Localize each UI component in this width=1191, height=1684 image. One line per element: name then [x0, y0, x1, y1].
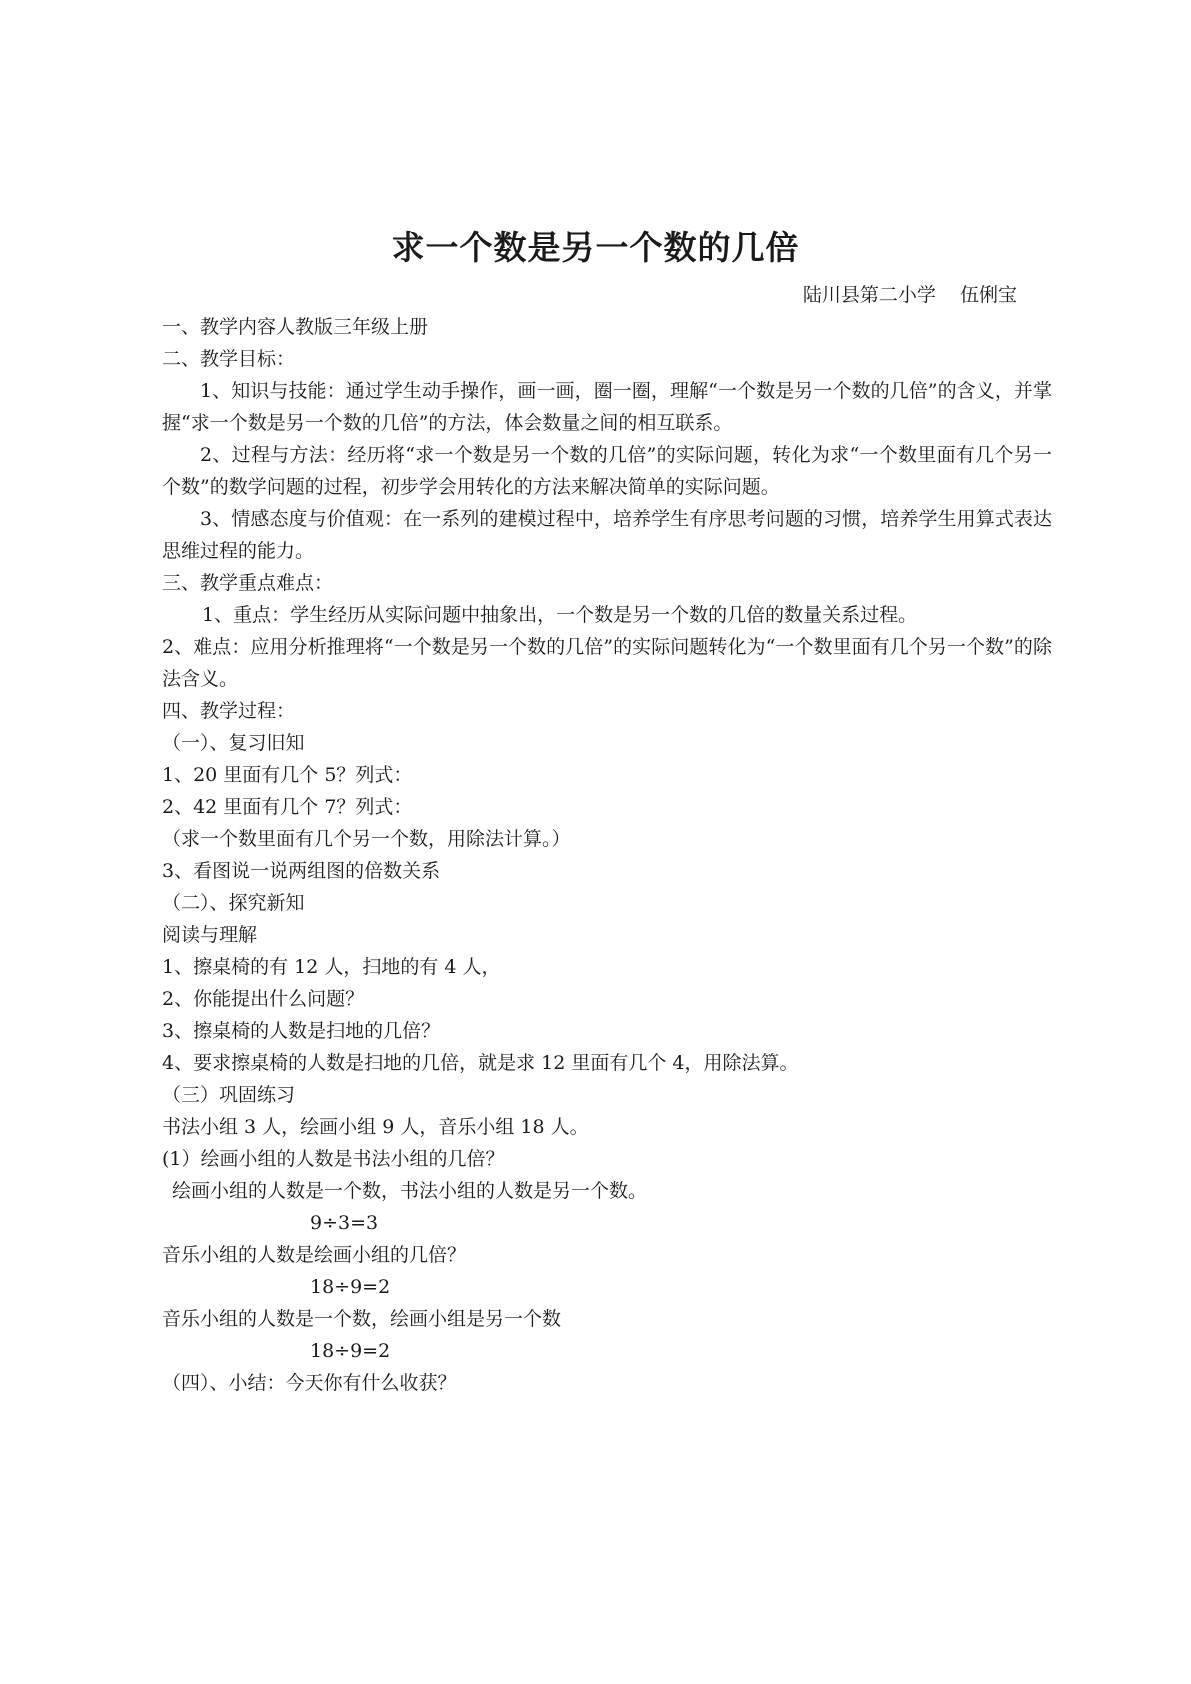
- section-heading: 四、教学过程：: [162, 700, 296, 722]
- document-body: [162, 311, 1052, 1399]
- text-line: 绘画小组的人数是一个数，书法小组的人数是另一个数。: [172, 1180, 648, 1202]
- equation: 18÷9=2: [310, 1276, 391, 1298]
- text-line: 1、重点：学生经历从实际问题中抽象出，一个数是另一个数的几倍的数量关系过程。: [202, 604, 918, 626]
- author-line: 陆川县第二小学 伍俐宝: [802, 284, 1017, 306]
- text-line: 1、20 里面有几个 5？列式：: [162, 764, 413, 786]
- text-line: 书法小组 3 人，绘画小组 9 人，音乐小组 18 人。: [162, 1116, 589, 1138]
- section-heading: 一、教学内容人教版三年级上册: [162, 316, 429, 338]
- text-line: （求一个数里面有几个另一个数，用除法计算。）: [162, 828, 571, 850]
- subsection-heading: （二）、探究新知: [162, 892, 305, 914]
- section-heading: 二、教学目标：: [162, 348, 296, 370]
- paragraph: 3、情感态度与价值观：在一系列的建模过程中，培养学生有序思考问题的习惯，培养学生用算式表达思维过程的能力。: [162, 508, 1052, 562]
- paragraph: 2、难点：应用分析推理将“一个数是另一个数的几倍”的实际问题转化为“一个数里面有几个另一个数”的除法含义。: [162, 636, 1052, 690]
- text-line: 音乐小组的人数是一个数，绘画小组是另一个数: [162, 1308, 562, 1330]
- text-line: (1）绘画小组的人数是书法小组的几倍？: [162, 1148, 505, 1170]
- text-line: 1、擦桌椅的有 12 人，扫地的有 4 人，: [162, 956, 501, 978]
- text-line: 音乐小组的人数是绘画小组的几倍？: [162, 1244, 467, 1266]
- equation: 18÷9=2: [310, 1340, 391, 1362]
- paragraph: 1、知识与技能：通过学生动手操作，画一画，圈一圈，理解“一个数是另一个数的几倍”的含义，并掌握“求一个数是另一个数的几倍”的方法，体会数量之间的相互联系。: [162, 380, 1052, 434]
- section-heading: 三、教学重点难点：: [162, 572, 334, 594]
- paragraph: 2、过程与方法：经历将“求一个数是另一个数的几倍”的实际问题，转化为求“一个数里面有几个另一个数”的数学问题的过程，初步学会用转化的方法来解决简单的实际问题。: [162, 444, 1052, 498]
- text-line: 3、看图说一说两组图的倍数关系: [162, 860, 441, 882]
- text-line: 3、擦桌椅的人数是扫地的几倍？: [162, 1020, 441, 1042]
- text-line: 4、要求擦桌椅的人数是扫地的几倍，就是求 12 里面有几个 4，用除法算。: [162, 1052, 799, 1074]
- text-line: 2、你能提出什么问题？: [162, 988, 365, 1010]
- subsection-heading: （四）、小结：今天你有什么收获？: [162, 1372, 457, 1394]
- text-line: 2、42 里面有几个 7？列式：: [162, 796, 413, 818]
- subsection-heading: （一）、复习旧知: [162, 732, 305, 754]
- document-title: 求一个数是另一个数的几倍: [391, 228, 800, 267]
- text-line: 阅读与理解: [162, 924, 258, 946]
- equation: 9÷3=3: [310, 1212, 379, 1234]
- subsection-heading: （三）巩固练习: [162, 1084, 296, 1106]
